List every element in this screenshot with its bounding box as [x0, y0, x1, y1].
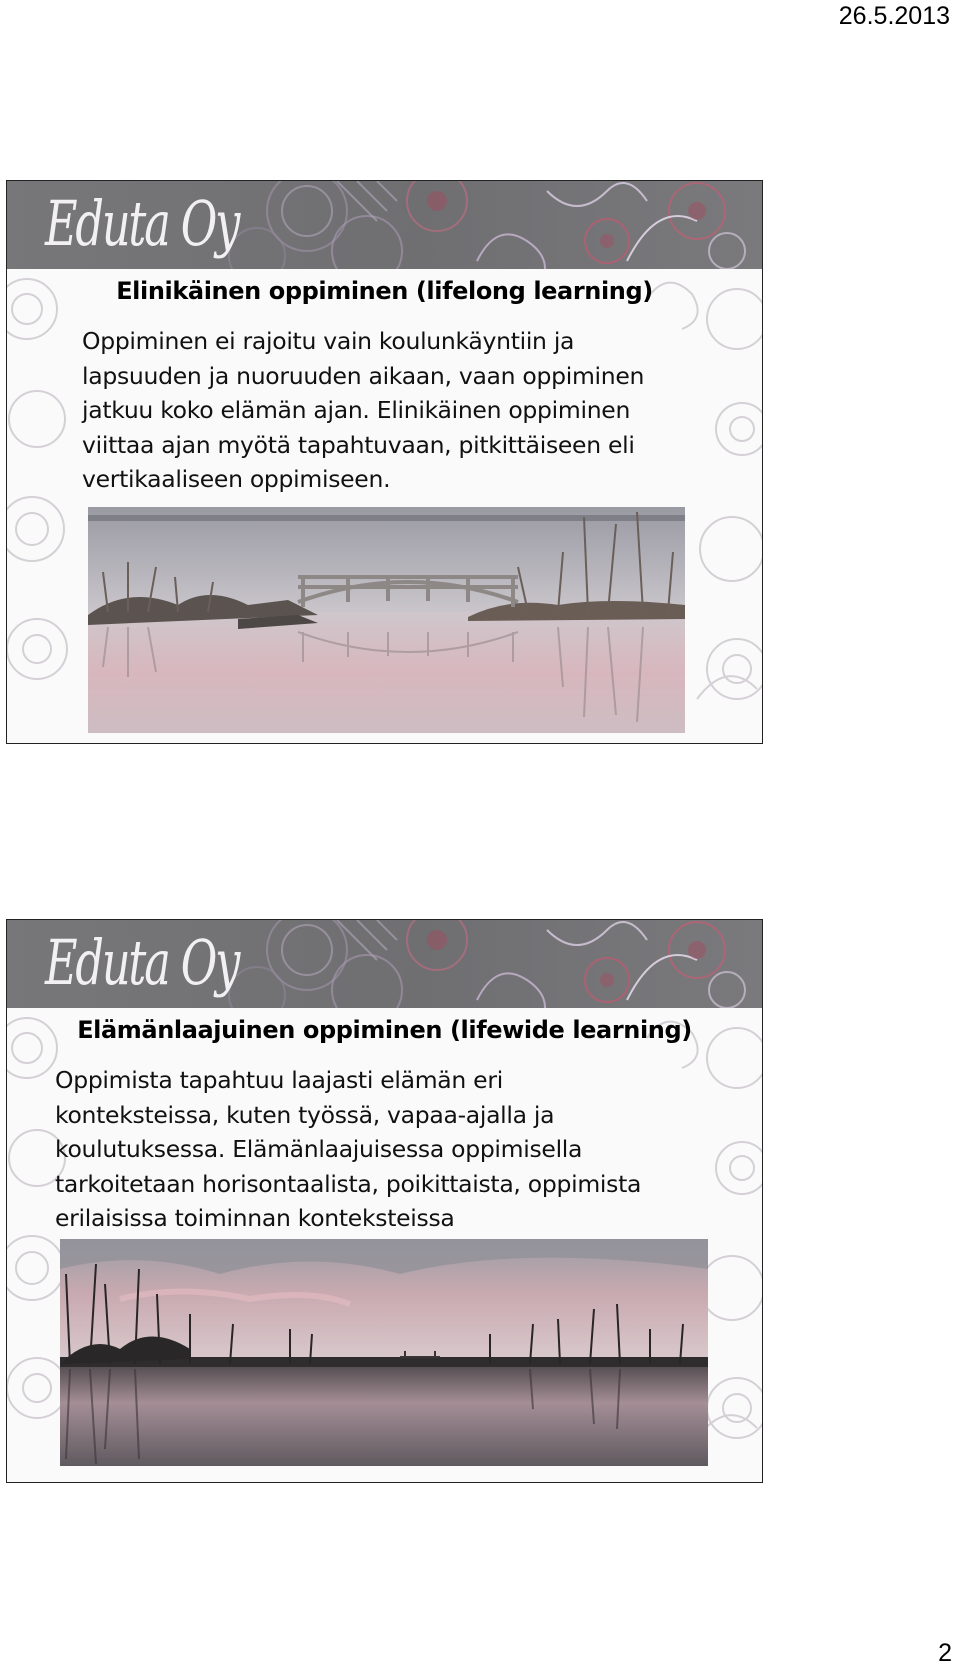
slide-2 [6, 919, 763, 1483]
lake-bridge-photo [88, 507, 685, 733]
slide-body-text: Oppimista tapahtuu laajasti elämän eri konteksteissa, kuten työssä, vapaa-ajalla ja koulutuksessa. Elämänlaajuisessa oppimisella tarkoitetaan horisontaalista, poikittaista, oppimista erilaisissa toiminnan konteksteissa [55, 1066, 642, 1232]
slide-title: Elämänlaajuinen oppiminen (lifewide learning) [77, 1016, 692, 1044]
page-number: 2 [938, 1639, 952, 1667]
slide-banner [7, 181, 762, 269]
company-logo: Eduta Oy [45, 926, 239, 999]
slide-1 [6, 180, 763, 744]
slide-body-text: Oppiminen ei rajoitu vain koulunkäyntiin ja lapsuuden ja nuoruuden aikaan, vaan oppiminen jatkuu koko elämän ajan. Elinikäinen oppiminen viittaa ajan myötä tapahtuvaan, pitkittäiseen eli vertikaaliseen oppimiseen. [82, 327, 645, 493]
company-logo: Eduta Oy [45, 187, 239, 260]
lake-sunset-photo [60, 1239, 708, 1466]
slide-banner [7, 920, 762, 1008]
print-date: 26.5.2013 [838, 2, 950, 30]
slide-title: Elinikäinen oppiminen (lifelong learning) [116, 277, 653, 305]
